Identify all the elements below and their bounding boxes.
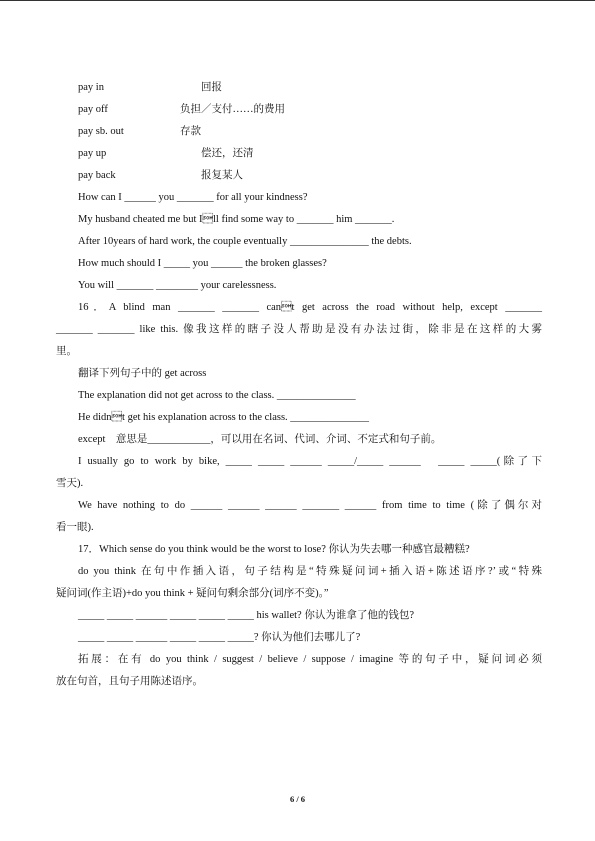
- extension-note-cont: 放在句首，且句子用陈述语序。: [56, 676, 203, 687]
- vocab-term: pay up: [78, 148, 107, 159]
- item16-question-end: 里。: [56, 346, 77, 357]
- except-note: except 意思是____________，可以用在名词、代词、介词、不定式和句子前。: [78, 434, 442, 445]
- exercise-sentence-cont: 雪天).: [56, 478, 84, 489]
- vocab-term: pay in: [78, 82, 104, 93]
- vocab-definition: 偿还，还清: [201, 148, 254, 159]
- item16-question-cont: _______ _______ like this. 像我这样的瞎子没人帮助是没有办法过街，除非是在这样的大雾: [56, 324, 542, 335]
- exercise-sentence: My husband cheated me but Ill find some way to _______ him _______.: [78, 214, 395, 225]
- extension-note: 拓展：在有 do you think / suggest / believe / suppose / imagine 等的句子中，疑问词必须: [78, 654, 542, 665]
- exercise-sentence: _____ _____ ______ _____ _____ _____? 你认为他们去哪儿了?: [78, 632, 361, 643]
- translate-heading: 翻译下列句子中的 get across: [78, 368, 207, 379]
- exercise-sentence: You will _______ ________ your carelessness.: [78, 280, 277, 291]
- page-number: 6 / 6: [289, 794, 306, 804]
- vocab-definition: 回报: [201, 82, 222, 93]
- exercise-sentence: He didnt get his explanation across to the class. _______________: [78, 412, 370, 423]
- item17-question: 17．Which sense do you think would be the worst to lose? 你认为失去哪一种感官最糟糕?: [78, 544, 470, 555]
- vocab-definition: 存款: [180, 126, 201, 137]
- vocab-term: pay back: [78, 170, 116, 181]
- grammar-note: do you think 在句中作插入语，句子结构是“特殊疑问词+插入语+陈述语序?’或“特殊: [78, 566, 542, 577]
- exercise-sentence: I usually go to work by bike, _____ _____ ______ _____/_____ ______ _____ _____(除了下: [78, 456, 542, 467]
- exercise-sentence: _____ _____ ______ _____ _____ _____ his wallet? 你认为谁拿了他的钱包?: [78, 610, 414, 621]
- exercise-sentence: The explanation did not get across to the class. _______________: [78, 390, 356, 401]
- exercise-sentence-cont: 看一眼).: [56, 522, 94, 533]
- exercise-sentence: How much should I _____ you ______ the broken glasses?: [78, 258, 327, 269]
- vocab-definition: 报复某人: [201, 170, 243, 181]
- item16-question: 16．A blind man _______ _______ cant get across the road without help, except _______: [78, 302, 542, 313]
- vocab-term: pay off: [78, 104, 108, 115]
- exercise-sentence: How can I ______ you _______ for all your kindness?: [78, 192, 308, 203]
- exercise-sentence: We have nothing to do ______ ______ ______ _______ ______ from time to time (除了偶尔对: [78, 500, 542, 511]
- exercise-sentence: After 10years of hard work, the couple eventually _______________ the debts.: [78, 236, 412, 247]
- vocab-term: pay sb. out: [78, 126, 124, 137]
- vocab-definition: 负担／支付……的费用: [180, 104, 285, 115]
- grammar-note-cont: 疑问词(作主语)+do you think + 疑问句剩余部分(词序不变)。”: [56, 588, 329, 599]
